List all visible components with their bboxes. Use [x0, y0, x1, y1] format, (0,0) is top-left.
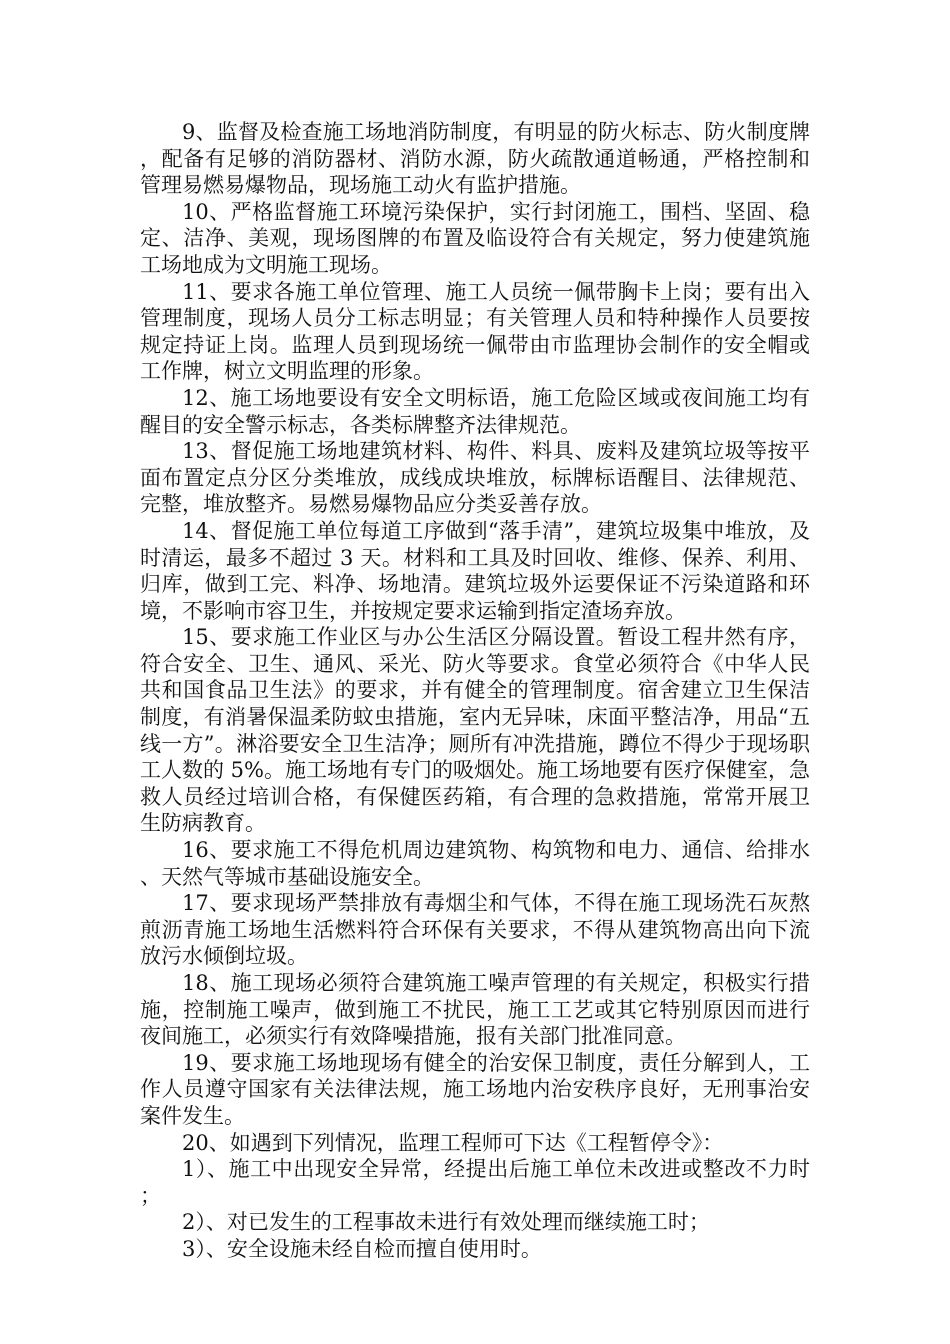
- paragraph-item-17: 17、要求现场严禁排放有毒烟尘和气体，不得在施工现场洗石灰熬煎沥青施工场地生活燃料符合环保有关要求，不得从建筑物高出向下流放污水倾倒垃圾。: [140, 891, 810, 969]
- paragraph-item-14: 14、督促施工单位每道工序做到“落手清”，建筑垃圾集中堆放，及时清运，最多不超过 3 天。材料和工具及时回收、维修、保养、利用、归库，做到工完、料净、场地清。建筑垃圾外运要保证不污染道路和环境，不影响市容卫生，并按规定要求运输到指定渣场弃放。: [140, 518, 810, 623]
- paragraph-item-20: 20、如遇到下列情况，监理工程师可下达《工程暂停令》：: [182, 1130, 724, 1155]
- paragraph-item-16: 16、要求施工不得危机周边建筑物、构筑物和电力、通信、给排水、天然气等城市基础设施安全。: [140, 838, 810, 889]
- paragraph-item-10: 10、严格监督施工环境污染保护，实行封闭施工，围档、坚固、稳定、洁净、美观，现场图牌的布置及临设符合有关规定，努力使建筑施工场地成为文明施工现场。: [140, 199, 810, 277]
- paragraph-item-9: 9、监督及检查施工场地消防制度，有明显的防火标志、防火制度牌，配备有足够的消防器材、消防水源，防火疏散通道畅通，严格控制和管理易燃易爆物品，现场施工动火有监护措施。: [140, 120, 810, 198]
- document-page: [140, 119, 810, 1263]
- paragraph-item-18: 18、施工现场必须符合建筑施工噪声管理的有关规定，积极实行措施，控制施工噪声，做到施工不扰民，施工工艺或其它特别原因而进行夜间施工，必须实行有效降噪措施，报有关部门批准同意。: [140, 971, 810, 1049]
- sub-item-3: 3）、安全设施未经自检而擅自使用时。: [182, 1236, 542, 1261]
- sub-item-2: 2）、对已发生的工程事故未进行有效处理而继续施工时；: [182, 1210, 710, 1235]
- sub-item-1: 1）、施工中出现安全异常，经提出后施工单位未改进或整改不力时；: [140, 1157, 810, 1208]
- paragraph-item-15: 15、要求施工作业区与办公生活区分隔设置。暂设工程井然有序，符合安全、卫生、通风、采光、防火等要求。食堂必须符合《中华人民共和国食品卫生法》的要求，并有健全的管理制度。宿舍建立卫生保洁制度，有消暑保温柔防蚊虫措施，室内无异味，床面平整洁净，用品“五线一方”。淋浴要安全卫生洁净；厕所有冲洗措施，蹲位不得少于现场职工人数的 5%。施工场地有专门的吸烟处。施工场地要有医疗保健室，急救人员经过培训合格，有保健医药箱，有合理的急救措施，常常开展卫生防病教育。: [140, 625, 810, 836]
- paragraph-item-11: 11、要求各施工单位管理、施工人员统一佩带胸卡上岗；要有出入管理制度，现场人员分工标志明显；有关管理人员和特种操作人员要按规定持证上岗。监理人员到现场统一佩带由市监理协会制作的安全帽或工作牌，树立文明监理的形象。: [140, 279, 810, 384]
- paragraph-item-12: 12、施工场地要设有安全文明标语，施工危险区域或夜间施工均有醒目的安全警示标志，各类标牌整齐法律规范。: [140, 385, 810, 437]
- paragraph-item-19: 19、要求施工场地现场有健全的治安保卫制度，责任分解到人，工作人员遵守国家有关法律法规，施工场地内治安秩序良好，无刑事治安案件发生。: [140, 1050, 810, 1128]
- paragraph-item-13: 13、督促施工场地建筑材料、构件、料具、废料及建筑垃圾等按平面布置定点分区分类堆放，成线成块堆放，标牌标语醒目、法律规范、完整，堆放整齐。易燃易爆物品应分类妥善存放。: [140, 439, 810, 517]
